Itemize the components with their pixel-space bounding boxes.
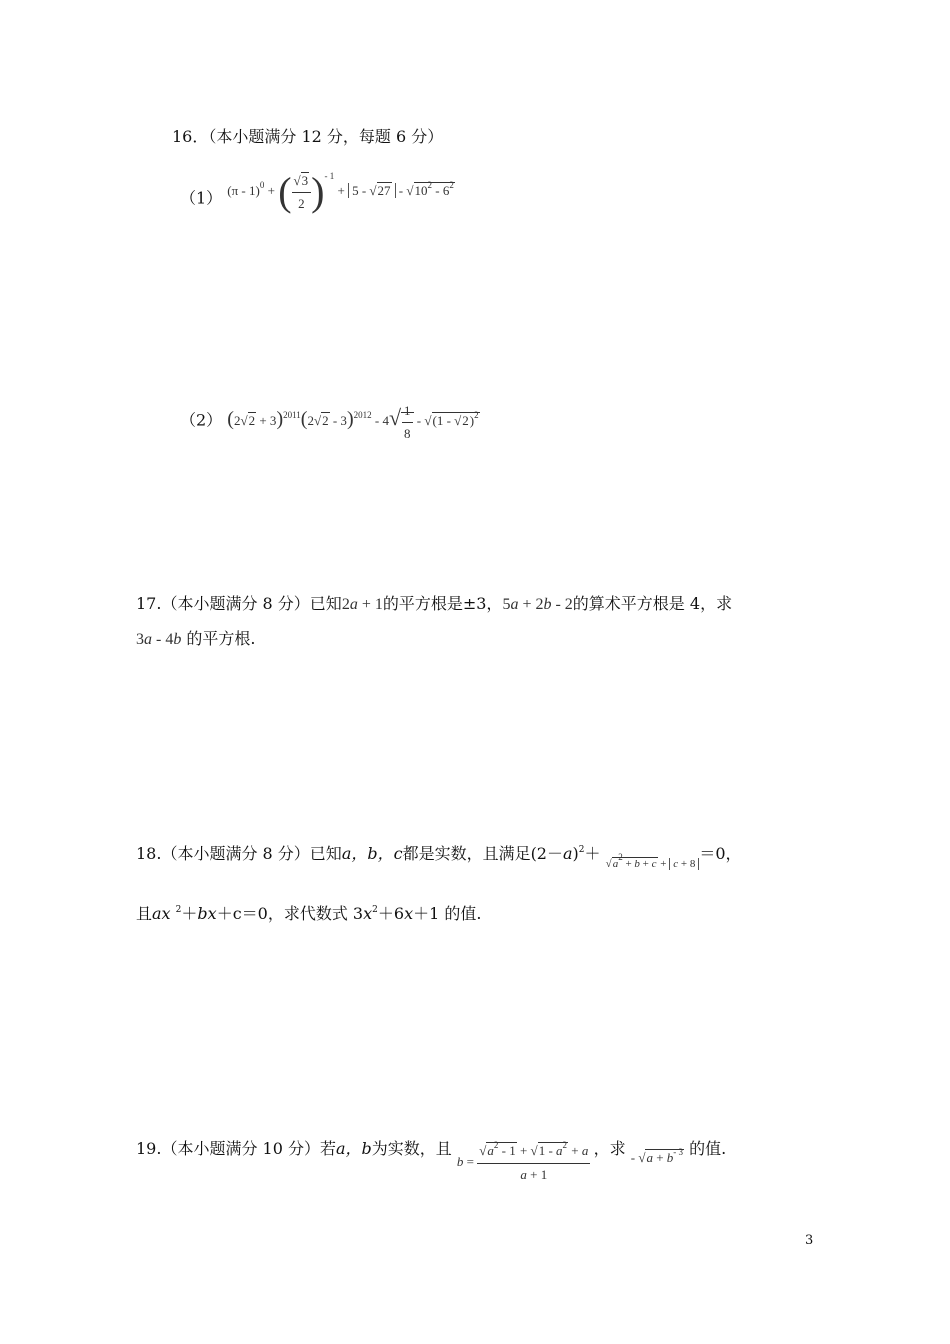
- q17-expr-5a2b2: 5a + 2b - 2: [502, 596, 573, 613]
- q19-vars: a，b: [335, 1138, 372, 1158]
- q17-line2: [136, 628, 256, 651]
- q18-text-f: 且: [136, 904, 153, 923]
- q17-expr-3a4b: 3a - 4b: [136, 631, 182, 648]
- q16-heading: 16．（本小题满分 12 分，每题 6 分）: [172, 127, 444, 146]
- q19-text-a: 19.（本小题满分 10 分）若: [136, 1138, 336, 1158]
- q18-text-b: 都是实数，且满足(2－: [402, 844, 563, 863]
- q19-radical: - √a + b- 3: [630, 1146, 684, 1165]
- q18-text-c: ): [572, 844, 579, 863]
- q17-text-a: 17.（本小题满分 8 分）已知: [136, 594, 342, 613]
- q17-expr-2a1: 2a + 1: [341, 596, 383, 613]
- q18-text-j: ＋1 的值.: [413, 904, 482, 923]
- q18-line1: [136, 843, 742, 868]
- q17-text-b: 的平方根是±3，: [382, 594, 503, 613]
- q17-text-c: 的算术平方根是 4，求: [572, 594, 733, 613]
- q18-line2: 且ax $^2$＋bx＋c＝0，求代数式 $3x^2+6x+1$ 的值.: [136, 904, 482, 923]
- q19-line: [136, 1128, 727, 1182]
- q18-text-d: ＋: [584, 844, 601, 863]
- q18-text-g: ＋: [181, 904, 198, 923]
- q19-text-d: 的值.: [689, 1138, 727, 1158]
- q18-text-i: ＋6: [377, 904, 405, 923]
- q16-part2-expression: $(2√2 + 3)^{2011}(2√2 - 3)^{2012} - 4√$ $\frac{1}{8}$ - √(1 - √2)$^2$: [227, 413, 479, 428]
- q16-part1-label: （1）: [180, 188, 223, 208]
- q19-text-b: 为实数，且: [371, 1138, 452, 1158]
- q18-ax: ax: [152, 904, 171, 923]
- q17-line1: [136, 593, 732, 616]
- q16-part1-expression: (π - 1)0 + ( √3 2 )- 1 + 5 - √27 - √102 - 62: [227, 169, 454, 215]
- q18-radical-expression: √a2 + b + c + c + 8: [606, 858, 700, 870]
- q18-vars: a，b，c: [341, 844, 403, 863]
- q19-b-equation: b = √a2 - 1 + √1 - a2 + a a + 1: [456, 1140, 589, 1182]
- q17-text-d: 的平方根.: [186, 629, 256, 648]
- q16-part1: [180, 169, 455, 223]
- q18-text-a: 18.（本小题满分 8 分）已知: [136, 844, 342, 863]
- q18-text-e: ＝0，: [699, 844, 742, 863]
- q18-bx: bx: [197, 904, 217, 923]
- q16-part2-label: （2）: [180, 410, 223, 430]
- q19-text-c: ，求: [593, 1138, 626, 1158]
- page-number: 3: [805, 1233, 814, 1248]
- q16-part2: [180, 400, 480, 445]
- q18-exp-2: 2: [578, 845, 585, 855]
- q18-var-a: a: [563, 844, 573, 863]
- q18-text-h: ＋c＝0，求代数式 3: [216, 904, 364, 923]
